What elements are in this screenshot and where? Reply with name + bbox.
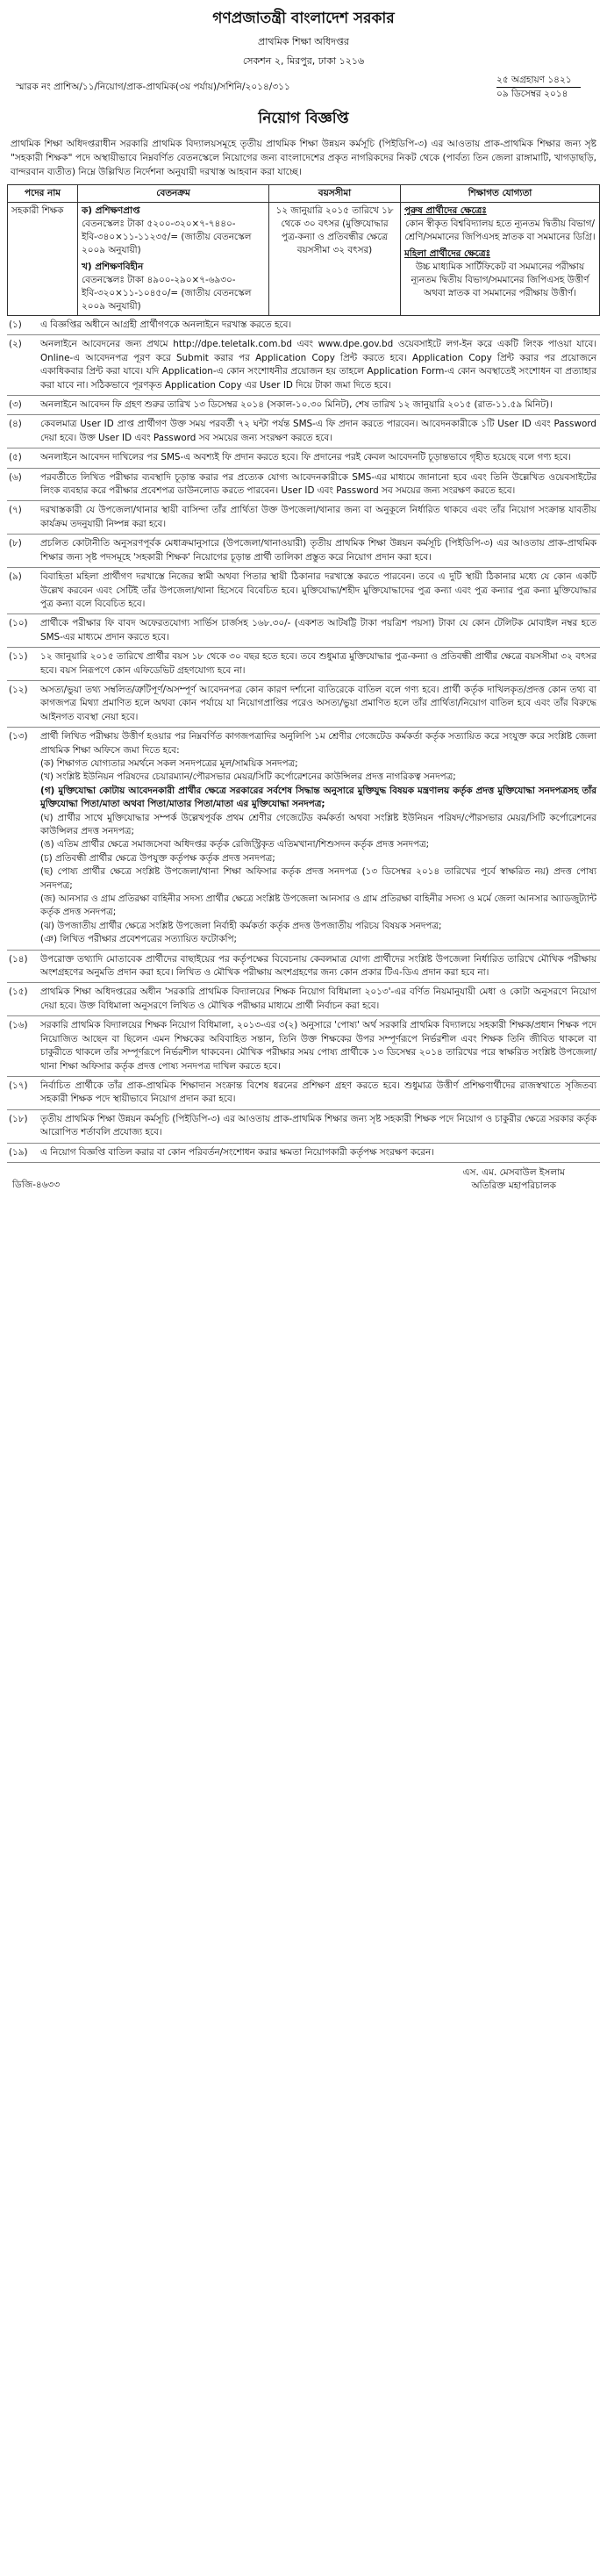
pay-scale-cell xyxy=(78,203,269,316)
col-header-post: পদের নাম xyxy=(8,185,78,203)
condition-text-block xyxy=(40,650,600,678)
condition-number: (১৫) xyxy=(9,987,28,998)
condition-text: প্রার্থীকে পরীক্ষার ফি বাবদ অফেরতযোগ্য সার্ভিস চার্জসহ ১৬৮.৩০/- (একশত আটষট্টি টাকা পয়ত্রিশ পয়সা) টাকা যে কোন টেলিটক মোবাইল নম্বর হতে SMS-এর মাধ্যমে প্রদান করতে হবে। xyxy=(40,618,596,642)
table-row xyxy=(8,203,600,316)
condition-number: (২) xyxy=(9,339,22,350)
condition-text: প্রাথমিক শিক্ষা অধিদপ্তরের অধীন 'সরকারি প্রাথমিক বিদ্যালয়ের শিক্ষক নিয়োগ বিধিমালা ২০১৩'-এর বর্ণিত নিয়মানুযায়ী মেধা ও কোটা অনুসরণে নিয়োগ দেয়া হবে। উক্ত বিধিমালা অনুসরণে লিখিত ও মৌখিক পরীক্ষার মাধ্যমে প্রার্থী নির্বাচন করা হবে। xyxy=(40,987,596,1011)
condition-text-block xyxy=(40,1019,600,1073)
condition-number: (৫) xyxy=(9,452,22,463)
office-address: সেকশন ২, মিরপুর, ঢাকা ১২১৬ xyxy=(242,55,365,67)
signatory-designation: অতিরিক্ত মহাপরিচালক xyxy=(471,1180,557,1191)
col-header-pay: বেতনক্রম xyxy=(78,185,269,203)
female-qualification-text: উচ্চ মাধ্যমিক সার্টিফিকেট বা সমমানের পরীক্ষায় ন্যূনতম দ্বিতীয় বিভাগ/সমমানের জিপিএসহ উত্তীর্ণ অথবা স্নাতক বা সমমানের পরীক্ষায় উত্তীর্ণ। xyxy=(411,262,589,298)
condition-item xyxy=(7,316,600,335)
condition-number: (৮) xyxy=(9,538,22,549)
col-header-age: বয়সসীমা xyxy=(269,185,401,203)
condition-text-block xyxy=(40,570,600,611)
condition-number: (১) xyxy=(9,319,22,330)
condition-item xyxy=(7,1144,600,1163)
conditions-list xyxy=(7,316,600,1163)
condition-item xyxy=(7,681,600,728)
condition-item xyxy=(7,951,600,984)
male-qualification-text: কোন স্বীকৃত বিশ্ববিদ্যালয় হতে ন্যূনতম দ্বিতীয় বিভাগ/শ্রেণি/সমমানের জিপিএসহ স্নাতক বা সমমানের ডিগ্রি। xyxy=(404,219,596,242)
condition-text-block xyxy=(40,730,600,947)
date-english: ০৯ ডিসেম্বর ২০১৪ xyxy=(496,89,568,99)
document-requirement: (গ) মুক্তিযোদ্ধা কোটায় আবেদনকারী প্রার্থীর ক্ষেত্রে সরকারের সর্বশেষ সিদ্ধান্ত অনুসারে মুক্তিযুদ্ধ বিষয়ক মন্ত্রণালয় কর্তৃক প্রদত্ত মুক্তিযোদ্ধা সনদপত্রসহ তাঁর মুক্তিযোদ্ধা পিতা/মাতা অথবা পিতা/মাতার পিতা/মাতা এর মুক্তিযোদ্ধা সনদপত্র; xyxy=(40,785,596,810)
dg-number: ডিজি-৪৬৩৩ xyxy=(12,1179,61,1190)
department-name: প্রাথমিক শিক্ষা অধিদপ্তর xyxy=(258,36,349,47)
document-requirement: (ঘ) প্রার্থীর সাথে মুক্তিযোদ্ধার সম্পর্ক উল্লেখপূর্বক প্রথম শ্রেণীর গেজেটেড কর্মকর্তা অথবা সংশ্লিষ্ট ইউনিয়ন পরিষদ/পৌরসভার মেয়র/সিটি কর্পোরেশনের কাউন্সিলর প্রদত্ত সনদপত্র; xyxy=(40,812,596,836)
government-name: গণপ্রজাতন্ত্রী বাংলাদেশ সরকার xyxy=(212,10,395,27)
reference-line xyxy=(7,74,600,104)
condition-text: কেবলমাত্র User ID প্রাপ্ত প্রার্থীগণ উক্ত সময় পরবর্তী ৭২ ঘন্টা পর্যন্ত SMS-এ ফি প্রদান করতে পারবেন। আবেদনকারীকে ১টি User ID এবং Password দেয়া হবে। উক্ত User ID এবং Password সব সময়ের জন্য সংরক্ষণ করতে হবে। xyxy=(40,419,596,443)
condition-number: (৪) xyxy=(9,419,22,430)
col-header-qualification: শিক্ষাগত যোগ্যতা xyxy=(401,185,600,203)
condition-number: (১৪) xyxy=(9,953,28,965)
condition-text-block xyxy=(40,684,600,724)
condition-number: (১৮) xyxy=(9,1113,28,1124)
condition-number: (৬) xyxy=(9,471,22,483)
condition-item xyxy=(7,614,600,648)
letterhead xyxy=(7,7,600,70)
signature-block xyxy=(7,1163,600,1198)
document-requirement: (ঝ) উপজাতীয় প্রার্থীর ক্ষেত্রে সংশ্লিষ্ট উপজেলা নির্বাহী কর্মকর্তা কর্তৃক প্রদত্ত উপজাতীয় পরিচয় বিষয়ক সনদপত্র; xyxy=(40,920,442,931)
post-name: সহকারী শিক্ষক xyxy=(8,203,78,316)
female-qualification-title: মহিলা প্রার্থীদের ক্ষেত্রেঃ xyxy=(404,248,490,259)
document-requirement: (খ) সংশ্লিষ্ট ইউনিয়ন পরিষদের চেয়ারম্যান/পৌরসভার মেয়র/সিটি কর্পোরেশনের কাউন্সিলর প্রদত্ত নাগরিকত্ব সনদপত্র; xyxy=(40,771,456,783)
condition-text: এ নিয়োগ বিজ্ঞপ্তি বাতিল করার বা কোন পরিবর্তন/সংশোধন করার ক্ষমতা নিয়োগকারী কর্তৃপক্ষ সংরক্ষণ করেন। xyxy=(40,1146,434,1158)
condition-text-block xyxy=(40,398,600,412)
condition-item xyxy=(7,396,600,415)
condition-text-block xyxy=(40,953,600,980)
condition-item xyxy=(7,415,600,448)
condition-number: (১৯) xyxy=(9,1146,28,1158)
condition-item xyxy=(7,568,600,614)
condition-text-block xyxy=(40,1113,600,1140)
condition-item xyxy=(7,535,600,568)
document-requirement: (ক) শিক্ষাগত যোগ্যতার সমর্থনে সকল সনদপত্রের মূল/সাময়িক সনদপত্র; xyxy=(40,757,298,769)
intro-paragraph: প্রাথমিক শিক্ষা অধিদপ্তরাধীন সরকারি প্রাথমিক বিদ্যালয়সমূহে তৃতীয় প্রাথমিক শিক্ষা উন্নয়ন কর্মসূচি (পিইডিপি-৩) এর আওতায় প্রাক-প্রাথমিক শিক্ষার জন্য সৃষ্ট "সহকারী শিক্ষক" পদে অস্থায়ীভাবে নিম্নবর্ণিত বেতনস্কেলে নিয়োগের জন্য বাংলাদেশের প্রকৃত নাগরিকদের নিকট থেকে (পার্বত্য তিন জেলা রাঙ্গামাটি, খাগড়াছড়ি, বান্দরবান ব্যতীত) নিম্নে উল্লিখিত নির্দেশনা অনুযায়ী দরখাস্ত আহবান করা যাচ্ছে। xyxy=(11,139,596,177)
date-block xyxy=(496,74,581,101)
condition-item xyxy=(7,448,600,468)
condition-text: অসত্য/ভুয়া তথ্য সম্বলিত/ত্রুটিপূর্ণ/অসম্পূর্ণ আবেদনপত্র কোন কারণ দর্শানো ব্যতিরেকে বাতিল বলে গণ্য হবে। প্রার্থী কর্তৃক দাখিলকৃত/প্রদত্ত কোন তথ্য বা কাগজপত্র মিথ্যা প্রমাণিত হলে অথবা কোন পর্যায়ে যা নিয়োগপ্রাপ্তির পরেও অসত্য/ভুয়া প্রমাণিত হলে তাঁর প্রার্থিতা/নিয়োগ বাতিল হবে এবং তাঁর বিরুদ্ধে আইনগত ব্যবস্থা নেয়া হবে। xyxy=(40,684,596,722)
male-qualification-title: পুরুষ প্রার্থীদের ক্ষেত্রেঃ xyxy=(404,205,487,216)
condition-text: বিবাহিতা মহিলা প্রার্থীগণ দরখাস্তে নিজের স্বামী অথবা পিতার স্থায়ী ঠিকানার দরখাস্তে করতে পারবেন। তবে এ দুটি স্থায়ী ঠিকানার মধ্যে যে কোন একটি উল্লেখ করবেন এবং সেটিই তাঁর উপজেলা/থানা হিসেবে বিবেচিত হবে। মুক্তিযোদ্ধা/শহীদ মুক্তিযোদ্ধাদের পুত্র কন্যা এবং পুত্র কন্যার পুত্র কন্যা মুক্তিযোদ্ধার পুত্র কন্যা বলে বিবেচিত হবে। xyxy=(40,571,596,609)
document-requirement: (চ) প্রতিবন্ধী প্রার্থীর ক্ষেত্রে উপযুক্ত কর্তৃপক্ষ কর্তৃক প্রদত্ত সনদপত্র; xyxy=(40,852,275,864)
condition-number: (১০) xyxy=(9,618,28,629)
table-header-row xyxy=(8,185,600,203)
condition-text: তৃতীয় প্রাথমিক শিক্ষা উন্নয়ন কর্মসূচি (পিইডিপি-৩) এর আওতায় প্রাক-প্রাথমিক শিক্ষার জন্য সৃষ্ট সহকারী শিক্ষক পদে নিয়োগ ও চাকুরীর ক্ষেত্রে সরকার কর্তৃক আরোপিত শর্তাবলি প্রযোজ্য হবে। xyxy=(40,1113,596,1138)
condition-text: দরখাস্তকারী যে উপজেলা/থানার স্থায়ী বাসিন্দা তাঁর প্রার্থিতা উক্ত উপজেলা/থানার জন্য বা অনুকূলে নির্ধারিত থাকবে এবং তাঁর নিয়োগ সংক্রান্ত যাবতীয় কার্যক্রম তদনুযায়ী নিষ্পন্ন করা হবে। xyxy=(40,505,596,529)
condition-text-block xyxy=(40,617,600,644)
condition-text-block xyxy=(40,1146,600,1159)
condition-number: (১৩) xyxy=(9,731,28,743)
vacancy-table xyxy=(7,184,600,316)
condition-number: (১১) xyxy=(9,651,28,663)
condition-item xyxy=(7,1077,600,1110)
condition-item xyxy=(7,1016,600,1077)
condition-text-block xyxy=(40,451,600,464)
document-requirement: (ঞ) লিখিত পরীক্ষার প্রবেশপত্রের সত্যায়িত ফটোকপি; xyxy=(40,934,238,945)
condition-number: (১৬) xyxy=(9,1020,28,1031)
condition-text-block xyxy=(40,537,600,564)
condition-text: অনলাইনে আবেদনের জন্য প্রথমে http://dpe.teletalk.com.bd এবং www.dpe.gov.bd ওয়েবসাইটে লগ-ইন করে একটি লিংক পাওয়া যাবে। Online-এ আবেদনপত্র পূরণ করে Submit করার পর Application Copy প্রিন্ট করতে হবে। Application Copy প্রিন্ট করার পর প্রয়োজনে একাধিকবার প্রিন্ট করা যাবে। যদি Application-এ কোন সংশোধনীর প্রয়োজন হয় তাহলে Application Form-এ কোন অবস্থাতেই সংশোধন বা প্রত্যাহার করা যাবে না। সঠিকভাবে পূরণকৃত Application Copy এর User ID দিয়ে টাকা জমা দিতে হবে। xyxy=(40,339,596,391)
condition-text: অনলাইনে আবেদন দাখিলের পর SMS-এ অবশ্যই ফি প্রদান করতে হবে। ফি প্রদানের পরই কেবল আবেদনটি চূড়ান্তভাবে গৃহীত হয়েছে বলে গণ্য হবে। xyxy=(40,452,572,463)
condition-number: (৩) xyxy=(9,399,22,411)
condition-item xyxy=(7,983,600,1016)
pay-trained-text: বেতনস্কেলঃ টাকা ৫২০০-৩২০×৭-৭৪৪০-ইবি-৩৪০×১১-১১২৩৫/= (জাতীয় বেতনস্কেল ২০০৯ অনুযায়ী) xyxy=(82,219,252,255)
condition-item xyxy=(7,648,600,681)
condition-text-block xyxy=(40,319,600,332)
condition-text: উপরোক্ত তথ্যাদি মোতাবেক প্রার্থীদের বাছাইয়ের পর কর্তৃপক্ষের বিবেচনায় কেবলমাত্র যোগ্য প্রার্থীদের সংশ্লিষ্ট উপজেলা নির্ধারিত তারিখে মৌখিক পরীক্ষায় অংশগ্রহণের অনুমতি প্রদান করা হবে। লিখিত ও মৌখিক পরীক্ষায় অংশগ্রহণের জন্য কোন প্রকার টিএ-ডিএ প্রদান করা হবে না। xyxy=(40,953,596,979)
condition-item xyxy=(7,469,600,502)
condition-text: অনলাইনে আবেদন ফি গ্রহণ শুরুর তারিখ ১৩ ডিসেম্বর ২০১৪ (সকাল-১০.৩০ মিনিট), শেষ তারিখ ১২ জানুয়ারি ২০১৫ (রাত-১১.৫৯ মিনিট)। xyxy=(40,399,553,411)
condition-text: পরবর্তীতে লিখিত পরীক্ষার ব্যবস্থাদি চূড়ান্ত করার পর প্রত্যেক যোগ্য আবেদনকারীকে SMS-এর মাধ্যমে জানানো হবে এবং তিনি উল্লেখিত ওয়েবসাইটের লিংক ব্যবহার করে পরীক্ষার প্রবেশপত্র ডাউনলোড করতে পারবেন। User ID এবং Password সব সময়ের জন্য সংরক্ষণ করতে হবে। xyxy=(40,471,596,497)
memo-number: স্মারক নং প্রাশিঅ/১১/নিয়োগ/প্রাক-প্রাথমিক(৩য় পর্যায়)/সশিনি/২০১৪/৩১১ xyxy=(16,82,290,92)
condition-number: (১২) xyxy=(9,684,28,695)
condition-text-block xyxy=(40,418,600,445)
condition-item xyxy=(7,728,600,951)
qualification-cell xyxy=(401,203,600,316)
condition-number: (৭) xyxy=(9,505,22,516)
condition-text-block xyxy=(40,471,600,499)
condition-text: প্রার্থী লিখিত পরীক্ষায় উত্তীর্ণ হওয়ার পর নিম্নবর্ণিত কাগজপত্রাদির অনুলিপি ১ম শ্রেণীর গেজেটেড কর্মকর্তা কর্তৃক সত্যায়িত করে সংযুক্ত করে সংশ্লিষ্ট জেলা প্রাথমিক শিক্ষা অফিসে জমা দিতে হবে: xyxy=(40,731,596,756)
condition-text: সরকারি প্রাথমিক বিদ্যালয়ের শিক্ষক নিয়োগ বিধিমালা, ২০১৩-এর ৩(২) অনুসারে 'পোষ্য' অর্থ সরকারি প্রাথমিক বিদ্যালয়ে সহকারী শিক্ষক/প্রধান শিক্ষক পদে নিয়োজিত আছেন বা ছিলেন এমন শিক্ষকের অবিবাহিত সন্তান, তিনি উক্ত শিক্ষকের উপর সম্পূর্ণরূপে নির্ভরশীল এবং শিক্ষক তিনি জীবিত থাকলে বা চাকুরীতে থাকলে তাঁর সম্পূর্ণরূপে নির্ভরশীল থাকবেন। মৌখিক পরীক্ষার সময় পোষ্য প্রার্থীকে ১৩ ডিসেম্বর ২০১৪ তারিখের পরে স্বাক্ষরিত সংশ্লিষ্ট উপজেলা/থানা শিক্ষা অফিসার কর্তৃক প্রদত্ত পোষ্য সনদপত্র দাখিল করতে হবে। xyxy=(40,1020,596,1072)
signatory-name: এস. এম. মেসবাউল ইসলাম xyxy=(462,1166,565,1178)
date-bangla: ২৫ অগ্রহায়ণ ১৪২১ xyxy=(496,75,572,85)
condition-text-block xyxy=(40,1080,600,1107)
condition-item xyxy=(7,335,600,396)
condition-text-block xyxy=(40,338,600,392)
document-requirement: (ঙ) এতিম প্রার্থীর ক্ষেত্রে সমাজসেবা অধিদপ্তর কর্তৃক রেজিস্ট্রিকৃত এতিমখানা/শিশুসদন কর্তৃক প্রদত্ত সনদপত্র; xyxy=(40,839,430,850)
condition-item xyxy=(7,1110,600,1144)
condition-text: প্রচলিত কোটানীতি অনুসরণপূর্বক মেধাক্রমানুসারে (উপজেলা/থানাওয়ারী) তৃতীয় প্রাথমিক শিক্ষা উন্নয়ন কর্মসূচি (পিইডিপি-৩) এর আওতায় প্রাক-প্রাথমিক শিক্ষার জন্য সৃষ্ট পদসমূহে 'সহকারী শিক্ষক' নিয়োগের চূড়ান্ত প্রার্থী তালিকা প্রস্তুত করে নিয়োগ প্রদান করা হবে। xyxy=(40,538,596,563)
signatory xyxy=(463,1166,565,1193)
condition-text: নির্বাচিত প্রার্থীকে তাঁর প্রাক-প্রাথমিক শিক্ষাদান সংক্রান্ত বিশেষ ধরনের প্রশিক্ষণ গ্রহণ করতে হবে। শুধুমাত্র উত্তীর্ণ প্রশিক্ষণার্থীদের রাজস্বখাতে সৃজিতব্য সহকারী শিক্ষক পদে স্থায়ীভাবে নিয়োগ প্রদান করা হবে। xyxy=(40,1080,596,1105)
document-requirement: (ছ) পোষ্য প্রার্থীর ক্ষেত্রে সংশ্লিষ্ট উপজেলা/থানা শিক্ষা অফিসার কর্তৃক প্রদত্ত সনদপত্র (১৩ ডিসেম্বর ২০১৪ তারিখের পূর্বে স্বাক্ষরিত নয়) প্রদত্ত পোষ্য সনদপত্র; xyxy=(40,866,596,891)
notice-title: নিয়োগ বিজ্ঞপ্তি xyxy=(258,110,349,127)
pay-untrained-title: খ) প্রশিক্ষণবিহীন xyxy=(82,262,144,272)
condition-item xyxy=(7,501,600,535)
pay-trained-title: ক) প্রশিক্ষণপ্রাপ্ত xyxy=(82,205,140,216)
condition-text: এ বিজ্ঞপ্তির অধীনে আগ্রহী প্রার্থীগণকে অনলাইনে দরখাস্ত করতে হবে। xyxy=(40,319,292,330)
age-limit: ১২ জানুয়ারি ২০১৫ তারিখে ১৮ থেকে ৩০ বৎসর (মুক্তিযোদ্ধার পুত্র-কন্যা ও প্রতিবন্ধীর ক্ষেত্রে বয়সসীমা ৩২ বৎসর) xyxy=(269,203,401,316)
condition-text-block xyxy=(40,986,600,1013)
pay-untrained-text: বেতনস্কেলঃ টাকা ৪৯০০-২৯০×৭-৬৯৩০-ইবি-৩২০×১১-১০৪৫০/= (জাতীয় বেতনস্কেল ২০০৯ অনুযায়ী) xyxy=(82,275,252,312)
condition-text-block xyxy=(40,504,600,531)
condition-number: (৯) xyxy=(9,571,22,583)
condition-number: (১৭) xyxy=(9,1080,28,1091)
document-requirement: (জ) আনসার ও গ্রাম প্রতিরক্ষা বাহিনীর সদস্য প্রার্থীর ক্ষেত্রে সংশ্লিষ্ট উপজেলা আনসার ও গ্রাম প্রতিরক্ষা বাহিনীর সদস্য ও মর্মে জেলা আনসার অ্যাডজুট্যান্ট কর্তৃক প্রদত্ত সনদপত্র; xyxy=(40,893,596,918)
condition-text: ১২ জানুয়ারি ২০১৫ তারিখে প্রার্থীর বয়স ১৮ থেকে ৩০ বছর হতে হবে। তবে শুধুমাত্র মুক্তিযোদ্ধার পুত্র-কন্যা ও প্রতিবন্ধী প্রার্থীর ক্ষেত্রে বয়সসীমা ৩২ বৎসর হবে। বয়স নিরূপণে কোন এফিডেভিট গ্রহণযোগ্য হবে না। xyxy=(40,651,596,676)
